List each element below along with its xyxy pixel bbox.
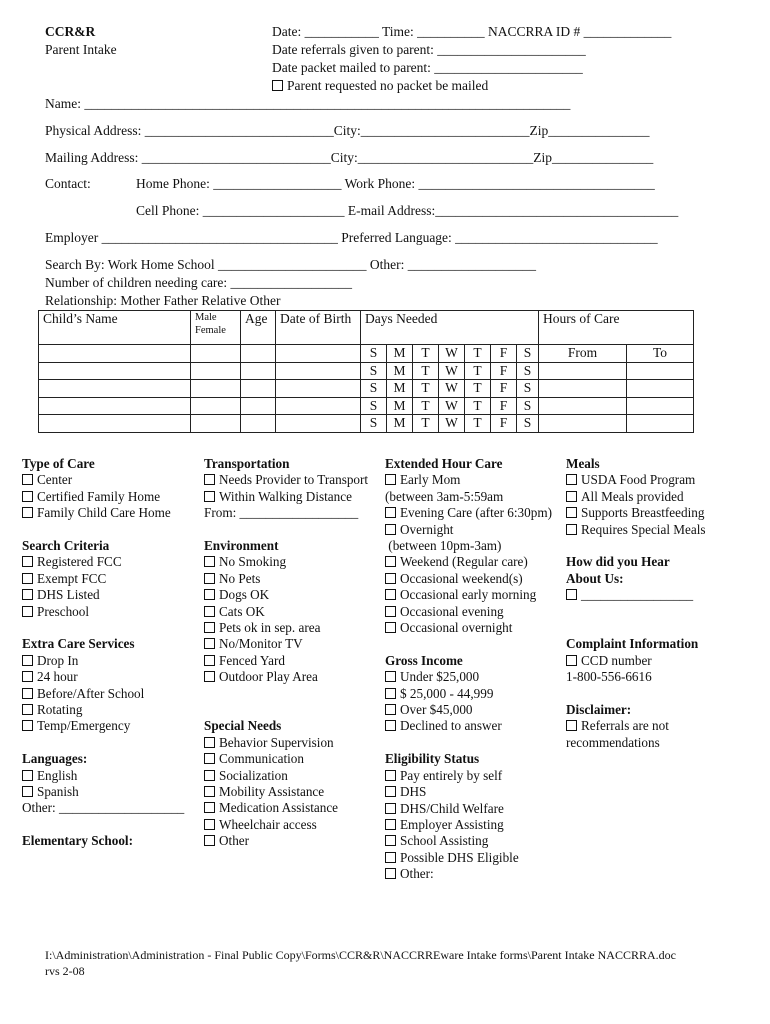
checkbox-item[interactable]: Needs Provider to Transport xyxy=(204,472,368,488)
search-criteria-title: Search Criteria xyxy=(22,538,110,554)
disclaimer-text: recommendations xyxy=(566,734,660,750)
checkbox-icon[interactable] xyxy=(22,720,33,731)
children-table xyxy=(38,310,694,433)
checkbox-icon[interactable] xyxy=(566,655,577,666)
checkbox-item[interactable]: No/Monitor TV xyxy=(204,636,368,652)
checkbox-icon[interactable] xyxy=(566,524,577,535)
checkbox-icon[interactable] xyxy=(385,507,396,518)
checkbox-item[interactable]: Under $25,000 xyxy=(385,669,552,685)
checkbox-item[interactable]: School Assisting xyxy=(385,833,552,849)
checkbox-icon[interactable] xyxy=(204,802,215,813)
extra-care-title: Extra Care Services xyxy=(22,636,135,652)
checkbox-icon[interactable] xyxy=(22,655,33,666)
table-row[interactable]: S M T W T F S xyxy=(39,380,694,398)
checkbox-item[interactable]: Behavior Supervision xyxy=(204,735,368,751)
checkbox-icon[interactable] xyxy=(385,868,396,879)
environment-title: Environment xyxy=(204,538,279,554)
column-3 xyxy=(385,456,552,883)
checkbox-item[interactable]: Center xyxy=(22,472,184,488)
checkbox-icon[interactable] xyxy=(385,606,396,617)
checkbox-icon[interactable] xyxy=(22,704,33,715)
employer-field[interactable]: Employer ___________________________________ Preferred Language: ______________________________ xyxy=(45,230,658,245)
child-name-header: Child’s Name xyxy=(39,311,191,345)
checkbox-item[interactable]: CCD number xyxy=(566,653,706,669)
checkbox-item[interactable]: Communication xyxy=(204,751,368,767)
checkbox-icon[interactable] xyxy=(385,720,396,731)
checkbox-item[interactable]: Occasional overnight xyxy=(385,620,552,636)
checkbox-icon[interactable] xyxy=(385,474,396,485)
checkbox-icon[interactable] xyxy=(22,770,33,781)
checkbox-item[interactable]: Declined to answer xyxy=(385,718,552,734)
checkbox-item[interactable]: Rotating xyxy=(22,702,184,718)
ext-note: (between 10pm-3am) xyxy=(385,538,502,554)
extended-hour-title: Extended Hour Care xyxy=(385,456,503,471)
checkbox-icon[interactable] xyxy=(22,491,33,502)
checkbox-item[interactable]: Socialization xyxy=(204,768,368,784)
hours-header: Hours of Care xyxy=(539,311,694,345)
checkbox-item[interactable]: Drop In xyxy=(22,653,184,669)
elementary-school-title: Elementary School: xyxy=(22,833,133,849)
checkbox-icon[interactable] xyxy=(566,589,577,600)
checkbox-icon[interactable] xyxy=(204,638,215,649)
checkbox-icon[interactable] xyxy=(272,80,283,91)
checkbox-item[interactable]: Occasional early morning xyxy=(385,587,552,603)
org-name: CCR&R xyxy=(45,24,96,39)
checkbox-item[interactable]: Certified Family Home xyxy=(22,489,184,505)
checkbox-item[interactable]: 24 hour xyxy=(22,669,184,685)
table-header-row xyxy=(39,311,694,345)
checkbox-item[interactable]: Other xyxy=(204,833,368,849)
checkbox-icon[interactable] xyxy=(22,688,33,699)
checkbox-item[interactable]: Referrals are not xyxy=(566,718,706,734)
name-field[interactable]: Name: ________________________________________________________________________ xyxy=(45,96,571,111)
checkbox-icon[interactable] xyxy=(385,573,396,584)
packet-date-line[interactable]: Date packet mailed to parent: ______________________ xyxy=(272,60,583,75)
languages-title: Languages: xyxy=(22,751,88,767)
checkbox-icon[interactable] xyxy=(385,770,396,781)
eligibility-title: Eligibility Status xyxy=(385,751,480,767)
contact-label: Contact: xyxy=(45,176,91,191)
checkbox-item[interactable]: $ 25,000 - 44,999 xyxy=(385,686,552,702)
checkbox-item[interactable]: Medication Assistance xyxy=(204,800,368,816)
phone-fields[interactable]: Home Phone: ___________________ Work Phone: ___________________________________ xyxy=(136,176,655,191)
checkbox-icon[interactable] xyxy=(385,556,396,567)
type-of-care-title: Type of Care xyxy=(22,456,95,471)
checkbox-icon[interactable] xyxy=(385,622,396,633)
gross-income-title: Gross Income xyxy=(385,652,463,668)
checkbox-item[interactable]: Other: xyxy=(385,866,552,882)
complaint-phone: 1-800-556-6616 xyxy=(566,669,652,685)
checkbox-item[interactable]: Over $45,000 xyxy=(385,702,552,718)
mailing-address-field[interactable]: Mailing Address: ____________________________City:__________________________Zip_______________ xyxy=(45,150,654,165)
table-row[interactable]: S M T W T F S xyxy=(39,362,694,380)
checkbox-item[interactable]: No Smoking xyxy=(204,554,368,570)
checkbox-icon[interactable] xyxy=(385,524,396,535)
checkbox-item[interactable]: Weekend (Regular care) xyxy=(385,554,552,570)
relationship-field[interactable]: Relationship: Mother Father Relative Other xyxy=(45,293,281,308)
checkbox-icon[interactable] xyxy=(385,671,396,682)
checkbox-item[interactable]: Occasional evening xyxy=(385,604,552,620)
checkbox-icon[interactable] xyxy=(204,786,215,797)
checkbox-item[interactable]: Registered FCC xyxy=(22,554,184,570)
gender-header: Male Female xyxy=(191,311,241,345)
checkbox-icon[interactable] xyxy=(204,606,215,617)
checkbox-item[interactable]: No Pets xyxy=(204,571,368,587)
checkbox-icon[interactable] xyxy=(204,835,215,846)
column-1 xyxy=(22,456,184,850)
checkbox-item[interactable]: All Meals provided xyxy=(566,489,706,505)
checkbox-item[interactable]: Overnight xyxy=(385,522,552,538)
checkbox-icon[interactable] xyxy=(22,671,33,682)
dob-header: Date of Birth xyxy=(276,311,361,345)
column-4 xyxy=(566,456,706,751)
checkbox-icon[interactable] xyxy=(385,688,396,699)
checkbox-item[interactable]: Outdoor Play Area xyxy=(204,669,368,685)
checkbox-item[interactable]: Exempt FCC xyxy=(22,571,184,587)
checkbox-icon[interactable] xyxy=(22,507,33,518)
checkbox-icon[interactable] xyxy=(204,737,215,748)
checkbox-icon[interactable] xyxy=(204,671,215,682)
transportation-title: Transportation xyxy=(204,456,290,471)
checkbox-icon[interactable] xyxy=(385,852,396,863)
checkbox-item[interactable]: Dogs OK xyxy=(204,587,368,603)
complaint-title: Complaint Information xyxy=(566,636,699,652)
checkbox-item[interactable]: Requires Special Meals xyxy=(566,522,706,538)
checkbox-item[interactable]: Temp/Emergency xyxy=(22,718,184,734)
checkbox-icon[interactable] xyxy=(385,803,396,814)
checkbox-item[interactable]: Pets ok in sep. area xyxy=(204,620,368,636)
checkbox-item[interactable]: Family Child Care Home xyxy=(22,505,184,521)
checkbox-item[interactable]: Possible DHS Eligible xyxy=(385,850,552,866)
checkbox-item[interactable]: DHS Listed xyxy=(22,587,184,603)
meals-title: Meals xyxy=(566,456,600,471)
special-needs-title: Special Needs xyxy=(204,718,282,734)
checkbox-icon[interactable] xyxy=(204,753,215,764)
checkbox-icon[interactable] xyxy=(204,556,215,567)
checkbox-icon[interactable] xyxy=(385,704,396,715)
checkbox-icon[interactable] xyxy=(385,835,396,846)
disclaimer-title: Disclaimer: xyxy=(566,702,632,718)
checkbox-icon[interactable] xyxy=(22,474,33,485)
to-header: To xyxy=(627,345,694,363)
num-children-field[interactable]: Number of children needing care: __________________ xyxy=(45,275,353,290)
checkbox-item[interactable]: DHS/Child Welfare xyxy=(385,801,552,817)
checkbox-item[interactable]: Preschool xyxy=(22,604,184,620)
cell-email-fields[interactable]: Cell Phone: _____________________ E-mail Address:____________________________________ xyxy=(136,203,679,218)
age-header: Age xyxy=(241,311,276,345)
table-row[interactable]: S M T W T F S xyxy=(39,397,694,415)
checkbox-item[interactable]: Evening Care (after 6:30pm) xyxy=(385,505,552,521)
checkbox-icon[interactable] xyxy=(204,491,215,502)
checkbox-icon[interactable] xyxy=(22,573,33,584)
checkbox-icon[interactable] xyxy=(22,589,33,600)
table-row[interactable]: S M T W T F S xyxy=(39,415,694,433)
language-other-field[interactable]: Other: ___________________ xyxy=(22,800,185,816)
checkbox-item[interactable]: DHS xyxy=(385,784,552,800)
checkbox-item[interactable]: Cats OK xyxy=(204,604,368,620)
checkbox-item[interactable]: Early Mom xyxy=(385,472,552,488)
checkbox-item[interactable]: USDA Food Program xyxy=(566,472,706,488)
checkbox-icon[interactable] xyxy=(204,655,215,666)
how-hear-title: How did you Hear xyxy=(566,554,670,570)
checkbox-icon[interactable] xyxy=(204,589,215,600)
checkbox-icon[interactable] xyxy=(385,819,396,830)
checkbox-icon[interactable] xyxy=(566,491,577,502)
ext-note: (between 3am-5:59am xyxy=(385,488,504,504)
days-needed-header: Days Needed xyxy=(361,311,539,345)
checkbox-item[interactable]: Spanish xyxy=(22,784,184,800)
referrals-date-line[interactable]: Date referrals given to parent: ______________________ xyxy=(272,42,586,57)
from-header: From xyxy=(539,345,627,363)
transport-from-field[interactable]: From: __________________ xyxy=(204,505,359,521)
checkbox-icon[interactable] xyxy=(566,507,577,518)
checkbox-item[interactable]: Wheelchair access xyxy=(204,817,368,833)
no-packet-checkbox[interactable]: Parent requested no packet be mailed xyxy=(272,78,488,94)
checkbox-icon[interactable] xyxy=(22,556,33,567)
checkbox-icon[interactable] xyxy=(204,819,215,830)
checkbox-item[interactable]: Within Walking Distance xyxy=(204,489,368,505)
checkbox-icon[interactable] xyxy=(566,720,577,731)
footer-revision: rvs 2-08 xyxy=(45,964,85,978)
checkbox-icon[interactable] xyxy=(204,770,215,781)
checkbox-item[interactable]: Employer Assisting xyxy=(385,817,552,833)
how-hear-title-2: About Us: xyxy=(566,570,624,586)
checkbox-icon[interactable] xyxy=(385,786,396,797)
checkbox-item[interactable]: _________________ xyxy=(566,587,706,603)
checkbox-item[interactable]: Occasional weekend(s) xyxy=(385,571,552,587)
table-row[interactable]: S M T W T F S From To xyxy=(39,345,694,363)
column-2 xyxy=(204,456,368,850)
form-name: Parent Intake xyxy=(45,42,117,57)
checkbox-item[interactable]: English xyxy=(22,768,184,784)
checkbox-icon[interactable] xyxy=(566,474,577,485)
checkbox-item[interactable]: Pay entirely by self xyxy=(385,768,552,784)
physical-address-field[interactable]: Physical Address: ____________________________City:_________________________Zip_______________ xyxy=(45,123,650,138)
checkbox-icon[interactable] xyxy=(22,786,33,797)
checkbox-icon[interactable] xyxy=(385,589,396,600)
checkbox-icon[interactable] xyxy=(22,606,33,617)
checkbox-icon[interactable] xyxy=(204,622,215,633)
checkbox-item[interactable]: Supports Breastfeeding xyxy=(566,505,706,521)
header-date-line[interactable]: Date: ___________ Time: __________ NACCRRA ID # _____________ xyxy=(272,24,672,39)
search-by-field[interactable]: Search By: Work Home School ______________________ Other: ___________________ xyxy=(45,257,537,272)
checkbox-item[interactable]: Before/After School xyxy=(22,686,184,702)
checkbox-item[interactable]: Mobility Assistance xyxy=(204,784,368,800)
footer-path: I:\Administration\Administration - Final Public Copy\Forms\CCR&R\NACCRREware Intake forms\Parent Intake NACCRRA.doc xyxy=(45,948,676,962)
checkbox-icon[interactable] xyxy=(204,573,215,584)
checkbox-item[interactable]: Fenced Yard xyxy=(204,653,368,669)
checkbox-icon[interactable] xyxy=(204,474,215,485)
